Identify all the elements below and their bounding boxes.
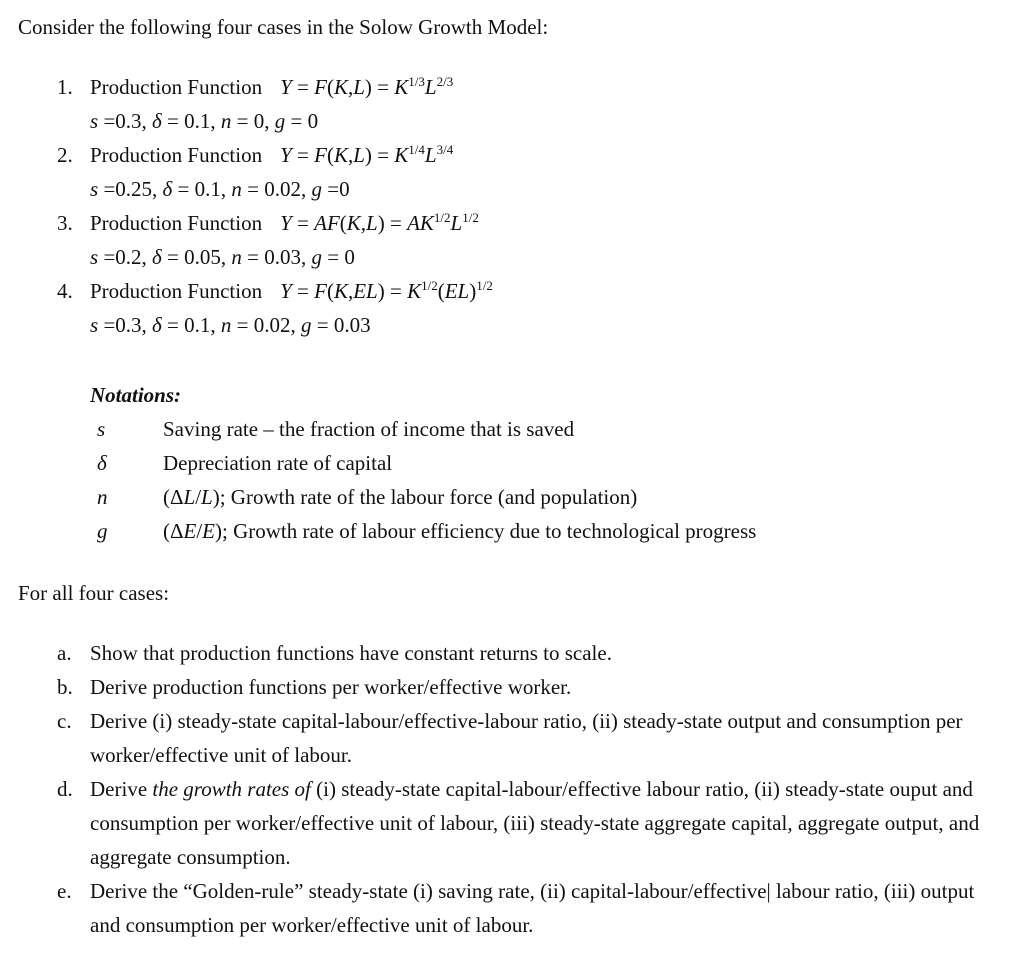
case-item <box>57 274 998 342</box>
task-text: Derive production functions per worker/effective worker. <box>90 675 572 699</box>
case-params: s =0.25, δ = 0.1, n = 0.02, g =0 <box>90 177 350 201</box>
task-letter: a. <box>57 641 72 665</box>
intro-line: Consider the following four cases in the Solow Growth Model: <box>18 15 549 39</box>
case-label: Production Function <box>90 211 263 235</box>
case-params: s =0.3, δ = 0.1, n = 0, g = 0 <box>90 109 319 133</box>
task-text: Show that production functions have constant returns to scale. <box>90 641 612 665</box>
notation-symbol: n <box>97 485 108 509</box>
notation-symbol: δ <box>97 451 107 475</box>
case-number: 3. <box>57 211 73 235</box>
task-item <box>57 874 998 942</box>
notations-block <box>90 378 998 548</box>
case-number: 1. <box>57 75 73 99</box>
notation-desc: Depreciation rate of capital <box>163 451 393 475</box>
task-item <box>57 670 998 704</box>
task-item <box>57 704 998 772</box>
case-formula: $Y = F(K,L) = K^{1/3}L^{2/3}$ <box>280 74 454 99</box>
notation-desc: Saving rate – the fraction of income that is saved <box>163 417 575 441</box>
notation-desc: (ΔE/E); Growth rate of labour efficiency due to technological progress <box>163 519 757 543</box>
task-letter: c. <box>57 709 72 733</box>
notation-desc: (ΔL/L); Growth rate of the labour force (and population) <box>163 485 638 509</box>
case-params: s =0.3, δ = 0.1, n = 0.02, g = 0.03 <box>90 313 371 337</box>
notation-symbol: g <box>97 519 108 543</box>
task-text: Derive (i) steady-state capital-labour/effective-labour ratio, (ii) steady-state output and consumption per worker/effective unit of labour. <box>90 709 963 767</box>
case-item <box>57 138 998 206</box>
notation-symbol: s <box>97 417 106 441</box>
tasks-list <box>57 636 998 942</box>
case-formula: $Y = AF(K,L) = AK^{1/2}L^{1/2}$ <box>280 210 479 235</box>
case-label: Production Function <box>90 75 263 99</box>
case-formula: $Y = F(K,L) = K^{1/4}L^{3/4}$ <box>280 142 454 167</box>
case-label: Production Function <box>90 279 263 303</box>
notations-heading: Notations: <box>90 383 182 407</box>
case-item <box>57 206 998 274</box>
case-formula: $Y = F(K,EL) = K^{1/2}(EL)^{1/2}$ <box>280 278 493 303</box>
notation-row <box>90 514 998 548</box>
case-params: s =0.2, δ = 0.05, n = 0.03, g = 0 <box>90 245 355 269</box>
for-all-line: For all four cases: <box>18 581 170 605</box>
task-letter: e. <box>57 879 72 903</box>
case-item <box>57 70 998 138</box>
task-item <box>57 636 998 670</box>
cases-list <box>57 70 998 342</box>
task-letter: d. <box>57 777 73 801</box>
case-label: Production Function <box>90 143 263 167</box>
task-text: Derive the “Golden-rule” steady-state (i) saving rate, (ii) capital-labour/effective| labour ratio, (iii) output and consumption per worker/effective unit of labour. <box>90 879 975 937</box>
notation-row <box>90 412 998 446</box>
notation-row <box>90 480 998 514</box>
task-item <box>57 772 998 874</box>
notation-row <box>90 446 998 480</box>
task-letter: b. <box>57 675 73 699</box>
task-text: Derive the growth rates of (i) steady-state capital-labour/effective labour ratio, (ii) steady-state ouput and consumption per worker/effective unit of labour, (iii) steady-state aggregate capital, aggregate output, and aggregate consumption. <box>90 777 980 869</box>
case-number: 4. <box>57 279 73 303</box>
case-number: 2. <box>57 143 73 167</box>
